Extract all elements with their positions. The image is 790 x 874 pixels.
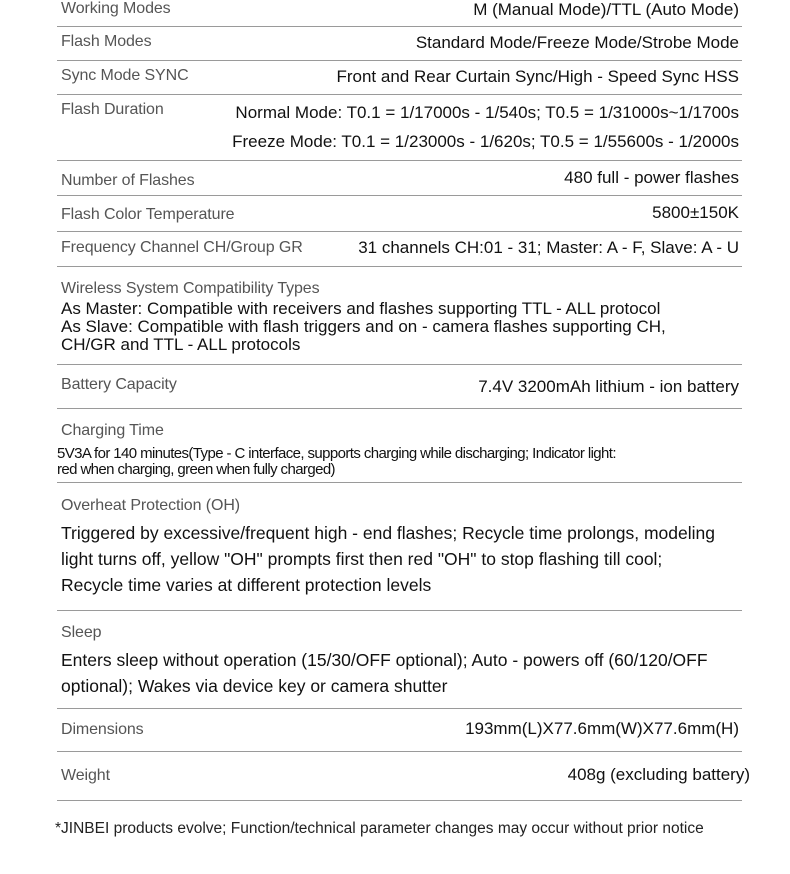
footnote: *JINBEI products evolve; Function/technical parameter changes may occur without prior notice bbox=[55, 820, 704, 837]
divider bbox=[57, 408, 742, 409]
spec-value-color-temperature: 5800±150K bbox=[652, 203, 739, 222]
charging-line-1: 5V3A for 140 minutes(Type - C interface, supports charging while discharging; Indicator light: bbox=[57, 445, 616, 462]
divider bbox=[57, 800, 742, 801]
spec-value-flash-duration-normal: Normal Mode: T0.1 = 1/17000s - 1/540s; T0.5 = 1/31000s~1/1700s bbox=[235, 103, 739, 122]
spec-label-flash-duration: Flash Duration bbox=[61, 101, 164, 118]
spec-label-sync-mode: Sync Mode SYNC bbox=[61, 67, 189, 84]
spec-value-frequency-channel: 31 channels CH:01 - 31; Master: A - F, Slave: A - U bbox=[358, 238, 739, 257]
spec-label-charging: Charging Time bbox=[61, 422, 164, 439]
wireless-line-3: CH/GR and TTL - ALL protocols bbox=[61, 335, 301, 354]
overheat-line-1: Triggered by excessive/frequent high - end flashes; Recycle time prolongs, modeling bbox=[61, 523, 715, 543]
sleep-line-1: Enters sleep without operation (15/30/OFF optional); Auto - powers off (60/120/OFF bbox=[61, 650, 708, 670]
spec-label-flash-modes: Flash Modes bbox=[61, 33, 152, 50]
divider bbox=[57, 482, 742, 483]
spec-label-weight: Weight bbox=[61, 767, 110, 784]
divider bbox=[57, 751, 742, 752]
spec-value-sync-mode: Front and Rear Curtain Sync/High - Speed Sync HSS bbox=[336, 67, 739, 86]
spec-value-sleep bbox=[61, 647, 781, 699]
spec-label-dimensions: Dimensions bbox=[61, 721, 144, 738]
spec-value-dimensions: 193mm(L)X77.6mm(W)X77.6mm(H) bbox=[465, 719, 739, 738]
wireless-line-1: As Master: Compatible with receivers and flashes supporting TTL - ALL protocol bbox=[61, 299, 661, 318]
charging-line-2: red when charging, green when fully charged) bbox=[57, 461, 335, 478]
spec-value-flash-modes: Standard Mode/Freeze Mode/Strobe Mode bbox=[415, 33, 739, 52]
divider bbox=[57, 195, 742, 196]
divider bbox=[57, 26, 742, 27]
spec-value-weight: 408g (excluding battery) bbox=[567, 765, 750, 784]
sleep-line-2: optional); Wakes via device key or camera shutter bbox=[61, 676, 448, 696]
spec-label-overheat: Overheat Protection (OH) bbox=[61, 497, 240, 514]
divider bbox=[57, 266, 742, 267]
spec-label-number-of-flashes: Number of Flashes bbox=[61, 172, 195, 189]
spec-label-working-modes: Working Modes bbox=[61, 0, 171, 17]
spec-value-battery: 7.4V 3200mAh lithium - ion battery bbox=[478, 377, 739, 396]
divider bbox=[57, 708, 742, 709]
spec-value-number-of-flashes: 480 full - power flashes bbox=[564, 168, 739, 187]
divider bbox=[57, 610, 742, 611]
wireless-line-2: As Slave: Compatible with flash triggers and on - camera flashes supporting CH, bbox=[61, 317, 666, 336]
spec-value-charging bbox=[57, 446, 777, 478]
divider bbox=[57, 60, 742, 61]
spec-value-overheat bbox=[61, 520, 781, 598]
spec-label-color-temperature: Flash Color Temperature bbox=[61, 206, 235, 223]
overheat-line-3: Recycle time varies at different protection levels bbox=[61, 575, 432, 595]
spec-label-wireless: Wireless System Compatibility Types bbox=[61, 280, 320, 297]
spec-label-sleep: Sleep bbox=[61, 624, 102, 641]
divider bbox=[57, 364, 742, 365]
divider bbox=[57, 160, 742, 161]
spec-value-wireless bbox=[61, 300, 751, 354]
overheat-line-2: light turns off, yellow "OH" prompts first then red "OH" to stop flashing till cool; bbox=[61, 549, 663, 569]
spec-label-battery: Battery Capacity bbox=[61, 376, 177, 393]
divider bbox=[57, 231, 742, 232]
spec-value-working-modes: M (Manual Mode)/TTL (Auto Mode) bbox=[473, 0, 739, 19]
divider bbox=[57, 94, 742, 95]
spec-label-frequency-channel: Frequency Channel CH/Group GR bbox=[61, 239, 303, 256]
spec-value-flash-duration-freeze: Freeze Mode: T0.1 = 1/23000s - 1/620s; T0.5 = 1/55600s - 1/2000s bbox=[232, 132, 739, 151]
